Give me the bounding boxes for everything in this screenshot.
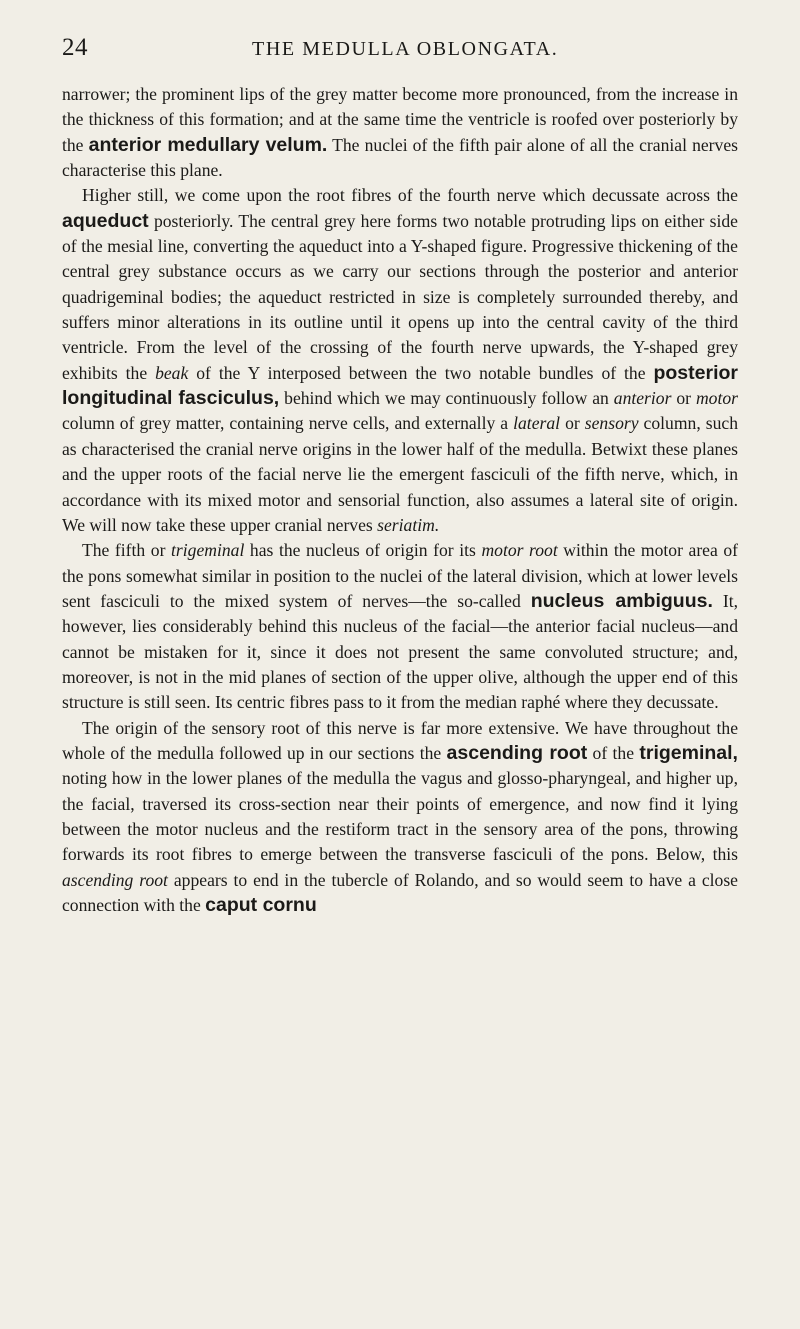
italic-term: motor [695,388,738,409]
text-run: appears to end in the tubercle of Rolando, and so would seem to have a close connection with the [62,869,738,915]
italic-term: ascending root [62,869,168,890]
text-run: or [671,388,696,409]
running-header [62,34,738,70]
text-run: The origin of the sensory root of this nerve is far more extensive. We have throughout the whole of the medulla followed up in our sections the [62,717,738,763]
bold-term: caput cornu [205,894,317,916]
bold-term: ascending root [446,741,588,764]
paragraph [62,82,738,183]
page-number: 24 [62,34,88,61]
text-run: column of grey matter, containing nerve cells, and externally a [62,413,514,434]
italic-term: trigeminal [171,540,245,561]
bold-term: posterior longitudinal fasciculus, [62,361,738,410]
paragraph [62,716,738,919]
italic-term: beak [155,362,189,383]
italic-term: seriatim. [377,514,440,535]
text-run: or [560,413,585,434]
text-run: It, however, lies considerably behind this nucleus of the facial—the anterior facial nucleus—and cannot be mistaken for it, since it does not present the same convoluted structure; and, moreover, is not in the mid planes of section of the upper olive, although the upper end of this structure is still seen. Its centric fibres pass to it from the median raphé where they decussate. [62,590,738,713]
italic-term: anterior [613,388,672,409]
bold-term: anterior medullary velum. [88,133,328,156]
text-run: within the motor area of the pons somewhat similar in position to the nuclei of the lateral division, which at lower levels sent fasciculi to the mixed system of nerves—the so-called [62,540,739,611]
text-run: has the nucleus of origin for its [244,540,482,561]
italic-term: motor root [481,540,558,561]
bold-term: nucleus ambiguus. [530,589,713,612]
paragraph [62,538,738,715]
running-title: THE MEDULLA OBLONGATA. [252,38,559,60]
bold-term: trigeminal, [639,741,738,764]
text-run: The fifth or [82,540,172,561]
book-page [62,34,738,918]
text-run: of the [587,742,640,763]
paragraph [62,183,738,538]
text-run: noting how in the lower planes of the medulla the vagus and glosso-pharyngeal, and higher up, the facial, traversed its cross-section near their points of emergence, and now find it lying between the motor nucleus and the restiform tract in the sensory area of the pons, throwing forwards its root fibres to emerge between the transverse fasciculi of the pons. Below, this [62,768,738,865]
italic-term: sensory [584,413,639,434]
text-run: The nuclei of the fifth pair alone of all the cranial nerves characterise this plane. [62,134,738,181]
text-run: column, such as characterised the cranial nerve origins in the lower half of the medulla. Betwixt these planes and the upper roots of the facial nerve lie the emergent fasciculi of the fifth nerve, which, in accordance with its mixed motor and sensorial function, also assumes a lateral site of origin. We will now take these upper cranial nerves [62,413,739,535]
text-run: posteriorly. The central grey here forms two notable protruding lips on either side of the mesial line, converting the aqueduct into a Y-shaped figure. Progressive thickening of the central grey substance occurs as we carry our sections through the posterior and anterior quadrigeminal bodies; the aqueduct restricted in size is completely surrounded thereby, and suffers minor alterations in its outline until it opens up into the central cavity of the third ventricle. From the level of the crossing of the fourth nerve upwards, the Y-shaped grey exhibits the [62,210,738,383]
text-run: narrower; the prominent lips of the grey matter become more pronounced, from the increase in the thickness of this formation; and at the same time the ventricle is roofed over posteriorly by the [62,84,738,155]
text-run: behind which we may continuously follow an [279,388,614,409]
body-text [62,82,738,918]
text-run: Higher still, we come upon the root fibres of the fourth nerve which decussate across the [82,185,738,206]
bold-term: aqueduct [62,209,149,232]
italic-term: lateral [513,413,561,434]
text-run: of the Y interposed between the two notable bundles of the [188,362,654,383]
